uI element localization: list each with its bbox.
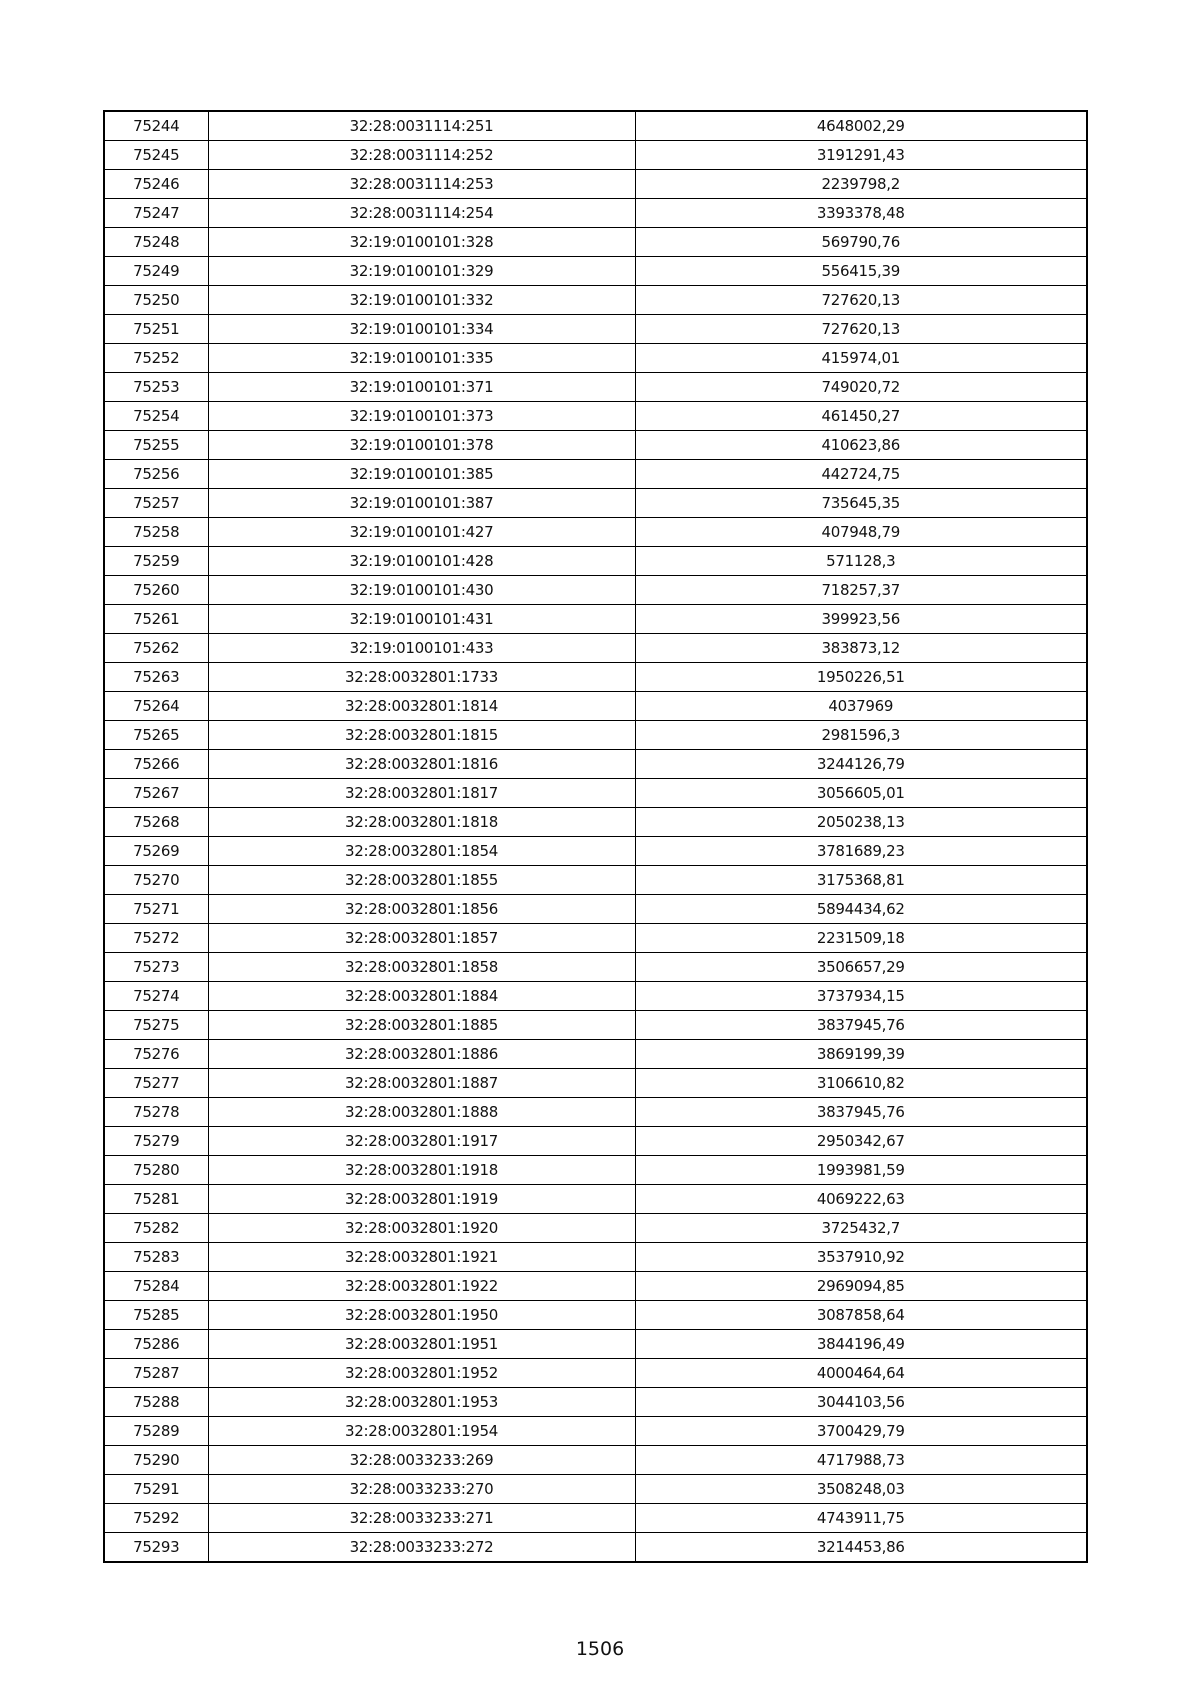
row-number-cell: 75252 — [104, 344, 208, 373]
table-row — [104, 779, 1087, 808]
table-row — [104, 286, 1087, 315]
row-number-cell: 75278 — [104, 1098, 208, 1127]
registry-table-body — [104, 111, 1087, 1562]
row-number-cell: 75261 — [104, 605, 208, 634]
value-cell: 415974,01 — [635, 344, 1087, 373]
cadastral-number-cell: 32:19:0100101:328 — [208, 228, 635, 257]
value-cell: 3106610,82 — [635, 1069, 1087, 1098]
table-row — [104, 1417, 1087, 1446]
cadastral-number-cell: 32:28:0032801:1885 — [208, 1011, 635, 1040]
row-number-cell: 75267 — [104, 779, 208, 808]
cadastral-number-cell: 32:19:0100101:373 — [208, 402, 635, 431]
page-number: 1506 — [575, 1638, 625, 1660]
row-number-cell: 75277 — [104, 1069, 208, 1098]
row-number-cell: 75255 — [104, 431, 208, 460]
row-number-cell: 75286 — [104, 1330, 208, 1359]
row-number-cell: 75272 — [104, 924, 208, 953]
table-row — [104, 1475, 1087, 1504]
table-row — [104, 1040, 1087, 1069]
table-row — [104, 460, 1087, 489]
row-number-cell: 75283 — [104, 1243, 208, 1272]
value-cell: 718257,37 — [635, 576, 1087, 605]
value-cell: 442724,75 — [635, 460, 1087, 489]
value-cell: 3725432,7 — [635, 1214, 1087, 1243]
row-number-cell: 75279 — [104, 1127, 208, 1156]
table-row — [104, 924, 1087, 953]
table-row — [104, 1098, 1087, 1127]
cadastral-number-cell: 32:28:0032801:1816 — [208, 750, 635, 779]
value-cell: 2239798,2 — [635, 170, 1087, 199]
row-number-cell: 75281 — [104, 1185, 208, 1214]
value-cell: 2950342,67 — [635, 1127, 1087, 1156]
value-cell: 727620,13 — [635, 315, 1087, 344]
table-row — [104, 866, 1087, 895]
row-number-cell: 75264 — [104, 692, 208, 721]
cadastral-number-cell: 32:19:0100101:385 — [208, 460, 635, 489]
table-row — [104, 315, 1087, 344]
row-number-cell: 75262 — [104, 634, 208, 663]
value-cell: 3508248,03 — [635, 1475, 1087, 1504]
table-row — [104, 111, 1087, 141]
cadastral-number-cell: 32:28:0032801:1818 — [208, 808, 635, 837]
row-number-cell: 75254 — [104, 402, 208, 431]
value-cell: 1950226,51 — [635, 663, 1087, 692]
table-row — [104, 1330, 1087, 1359]
table-row — [104, 1504, 1087, 1533]
cadastral-number-cell: 32:28:0032801:1886 — [208, 1040, 635, 1069]
table-row — [104, 1185, 1087, 1214]
cadastral-number-cell: 32:28:0032801:1888 — [208, 1098, 635, 1127]
table-row — [104, 1214, 1087, 1243]
row-number-cell: 75263 — [104, 663, 208, 692]
value-cell: 1993981,59 — [635, 1156, 1087, 1185]
row-number-cell: 75285 — [104, 1301, 208, 1330]
value-cell: 2231509,18 — [635, 924, 1087, 953]
value-cell: 3781689,23 — [635, 837, 1087, 866]
value-cell: 5894434,62 — [635, 895, 1087, 924]
cadastral-number-cell: 32:28:0032801:1858 — [208, 953, 635, 982]
value-cell: 3244126,79 — [635, 750, 1087, 779]
row-number-cell: 75280 — [104, 1156, 208, 1185]
value-cell: 3837945,76 — [635, 1098, 1087, 1127]
cadastral-number-cell: 32:28:0031114:251 — [208, 111, 635, 141]
row-number-cell: 75288 — [104, 1388, 208, 1417]
cadastral-number-cell: 32:28:0032801:1921 — [208, 1243, 635, 1272]
cadastral-number-cell: 32:19:0100101:428 — [208, 547, 635, 576]
table-row — [104, 982, 1087, 1011]
table-row — [104, 431, 1087, 460]
value-cell: 4717988,73 — [635, 1446, 1087, 1475]
cadastral-number-cell: 32:28:0032801:1950 — [208, 1301, 635, 1330]
value-cell: 749020,72 — [635, 373, 1087, 402]
value-cell: 4037969 — [635, 692, 1087, 721]
cadastral-number-cell: 32:28:0031114:254 — [208, 199, 635, 228]
table-row — [104, 634, 1087, 663]
cadastral-number-cell: 32:28:0031114:252 — [208, 141, 635, 170]
cadastral-number-cell: 32:28:0032801:1919 — [208, 1185, 635, 1214]
value-cell: 2969094,85 — [635, 1272, 1087, 1301]
row-number-cell: 75247 — [104, 199, 208, 228]
cadastral-number-cell: 32:28:0032801:1917 — [208, 1127, 635, 1156]
cadastral-number-cell: 32:28:0032801:1817 — [208, 779, 635, 808]
row-number-cell: 75287 — [104, 1359, 208, 1388]
row-number-cell: 75275 — [104, 1011, 208, 1040]
value-cell: 2981596,3 — [635, 721, 1087, 750]
row-number-cell: 75246 — [104, 170, 208, 199]
row-number-cell: 75250 — [104, 286, 208, 315]
value-cell: 3191291,43 — [635, 141, 1087, 170]
row-number-cell: 75258 — [104, 518, 208, 547]
row-number-cell: 75249 — [104, 257, 208, 286]
table-row — [104, 141, 1087, 170]
registry-table — [103, 110, 1088, 1563]
row-number-cell: 75291 — [104, 1475, 208, 1504]
table-row — [104, 576, 1087, 605]
table-row — [104, 1446, 1087, 1475]
row-number-cell: 75271 — [104, 895, 208, 924]
table-row — [104, 489, 1087, 518]
row-number-cell: 75268 — [104, 808, 208, 837]
cadastral-number-cell: 32:19:0100101:378 — [208, 431, 635, 460]
cadastral-number-cell: 32:28:0033233:272 — [208, 1533, 635, 1563]
value-cell: 3700429,79 — [635, 1417, 1087, 1446]
value-cell: 461450,27 — [635, 402, 1087, 431]
value-cell: 4648002,29 — [635, 111, 1087, 141]
table-row — [104, 1243, 1087, 1272]
value-cell: 4743911,75 — [635, 1504, 1087, 1533]
table-row — [104, 1127, 1087, 1156]
cadastral-number-cell: 32:28:0032801:1918 — [208, 1156, 635, 1185]
value-cell: 3844196,49 — [635, 1330, 1087, 1359]
row-number-cell: 75244 — [104, 111, 208, 141]
value-cell: 571128,3 — [635, 547, 1087, 576]
cadastral-number-cell: 32:28:0032801:1857 — [208, 924, 635, 953]
table-row — [104, 373, 1087, 402]
cadastral-number-cell: 32:28:0033233:271 — [208, 1504, 635, 1533]
row-number-cell: 75293 — [104, 1533, 208, 1563]
row-number-cell: 75248 — [104, 228, 208, 257]
value-cell: 3737934,15 — [635, 982, 1087, 1011]
table-row — [104, 953, 1087, 982]
cadastral-number-cell: 32:28:0032801:1815 — [208, 721, 635, 750]
cadastral-number-cell: 32:28:0032801:1884 — [208, 982, 635, 1011]
table-row — [104, 692, 1087, 721]
cadastral-number-cell: 32:19:0100101:427 — [208, 518, 635, 547]
table-row — [104, 1533, 1087, 1563]
cadastral-number-cell: 32:19:0100101:334 — [208, 315, 635, 344]
table-row — [104, 199, 1087, 228]
cadastral-number-cell: 32:28:0032801:1951 — [208, 1330, 635, 1359]
value-cell: 3869199,39 — [635, 1040, 1087, 1069]
table-row — [104, 1272, 1087, 1301]
value-cell: 3837945,76 — [635, 1011, 1087, 1040]
table-row — [104, 663, 1087, 692]
cadastral-number-cell: 32:28:0033233:270 — [208, 1475, 635, 1504]
cadastral-number-cell: 32:28:0032801:1887 — [208, 1069, 635, 1098]
value-cell: 735645,35 — [635, 489, 1087, 518]
value-cell: 569790,76 — [635, 228, 1087, 257]
cadastral-number-cell: 32:28:0032801:1856 — [208, 895, 635, 924]
value-cell: 3214453,86 — [635, 1533, 1087, 1563]
cadastral-number-cell: 32:28:0032801:1953 — [208, 1388, 635, 1417]
value-cell: 407948,79 — [635, 518, 1087, 547]
table-row — [104, 808, 1087, 837]
row-number-cell: 75253 — [104, 373, 208, 402]
cadastral-number-cell: 32:28:0032801:1922 — [208, 1272, 635, 1301]
table-row — [104, 1359, 1087, 1388]
value-cell: 4069222,63 — [635, 1185, 1087, 1214]
value-cell: 3087858,64 — [635, 1301, 1087, 1330]
cadastral-number-cell: 32:19:0100101:387 — [208, 489, 635, 518]
value-cell: 3506657,29 — [635, 953, 1087, 982]
row-number-cell: 75276 — [104, 1040, 208, 1069]
value-cell: 3537910,92 — [635, 1243, 1087, 1272]
row-number-cell: 75273 — [104, 953, 208, 982]
table-row — [104, 1388, 1087, 1417]
table-row — [104, 721, 1087, 750]
row-number-cell: 75282 — [104, 1214, 208, 1243]
value-cell: 3056605,01 — [635, 779, 1087, 808]
value-cell: 383873,12 — [635, 634, 1087, 663]
value-cell: 2050238,13 — [635, 808, 1087, 837]
cadastral-number-cell: 32:28:0032801:1855 — [208, 866, 635, 895]
cadastral-number-cell: 32:28:0031114:253 — [208, 170, 635, 199]
cadastral-number-cell: 32:19:0100101:431 — [208, 605, 635, 634]
value-cell: 556415,39 — [635, 257, 1087, 286]
cadastral-number-cell: 32:19:0100101:329 — [208, 257, 635, 286]
value-cell: 3175368,81 — [635, 866, 1087, 895]
table-row — [104, 1301, 1087, 1330]
row-number-cell: 75270 — [104, 866, 208, 895]
table-row — [104, 257, 1087, 286]
row-number-cell: 75274 — [104, 982, 208, 1011]
table-row — [104, 1011, 1087, 1040]
value-cell: 3044103,56 — [635, 1388, 1087, 1417]
row-number-cell: 75266 — [104, 750, 208, 779]
value-cell: 399923,56 — [635, 605, 1087, 634]
cadastral-number-cell: 32:19:0100101:430 — [208, 576, 635, 605]
table-row — [104, 170, 1087, 199]
row-number-cell: 75289 — [104, 1417, 208, 1446]
row-number-cell: 75259 — [104, 547, 208, 576]
row-number-cell: 75284 — [104, 1272, 208, 1301]
table-row — [104, 605, 1087, 634]
cadastral-number-cell: 32:28:0032801:1954 — [208, 1417, 635, 1446]
table-row — [104, 547, 1087, 576]
cadastral-number-cell: 32:28:0033233:269 — [208, 1446, 635, 1475]
table-row — [104, 837, 1087, 866]
table-row — [104, 750, 1087, 779]
value-cell: 3393378,48 — [635, 199, 1087, 228]
value-cell: 410623,86 — [635, 431, 1087, 460]
table-row — [104, 228, 1087, 257]
cadastral-number-cell: 32:19:0100101:371 — [208, 373, 635, 402]
cadastral-number-cell: 32:28:0032801:1854 — [208, 837, 635, 866]
cadastral-number-cell: 32:19:0100101:433 — [208, 634, 635, 663]
cadastral-number-cell: 32:28:0032801:1733 — [208, 663, 635, 692]
row-number-cell: 75257 — [104, 489, 208, 518]
row-number-cell: 75251 — [104, 315, 208, 344]
row-number-cell: 75260 — [104, 576, 208, 605]
table-row — [104, 1069, 1087, 1098]
cadastral-number-cell: 32:19:0100101:332 — [208, 286, 635, 315]
table-row — [104, 402, 1087, 431]
cadastral-number-cell: 32:28:0032801:1814 — [208, 692, 635, 721]
value-cell: 727620,13 — [635, 286, 1087, 315]
value-cell: 4000464,64 — [635, 1359, 1087, 1388]
cadastral-number-cell: 32:28:0032801:1920 — [208, 1214, 635, 1243]
row-number-cell: 75265 — [104, 721, 208, 750]
table-row — [104, 518, 1087, 547]
table-row — [104, 895, 1087, 924]
row-number-cell: 75245 — [104, 141, 208, 170]
row-number-cell: 75269 — [104, 837, 208, 866]
cadastral-number-cell: 32:28:0032801:1952 — [208, 1359, 635, 1388]
table-row — [104, 344, 1087, 373]
table-row — [104, 1156, 1087, 1185]
row-number-cell: 75256 — [104, 460, 208, 489]
cadastral-number-cell: 32:19:0100101:335 — [208, 344, 635, 373]
row-number-cell: 75290 — [104, 1446, 208, 1475]
row-number-cell: 75292 — [104, 1504, 208, 1533]
